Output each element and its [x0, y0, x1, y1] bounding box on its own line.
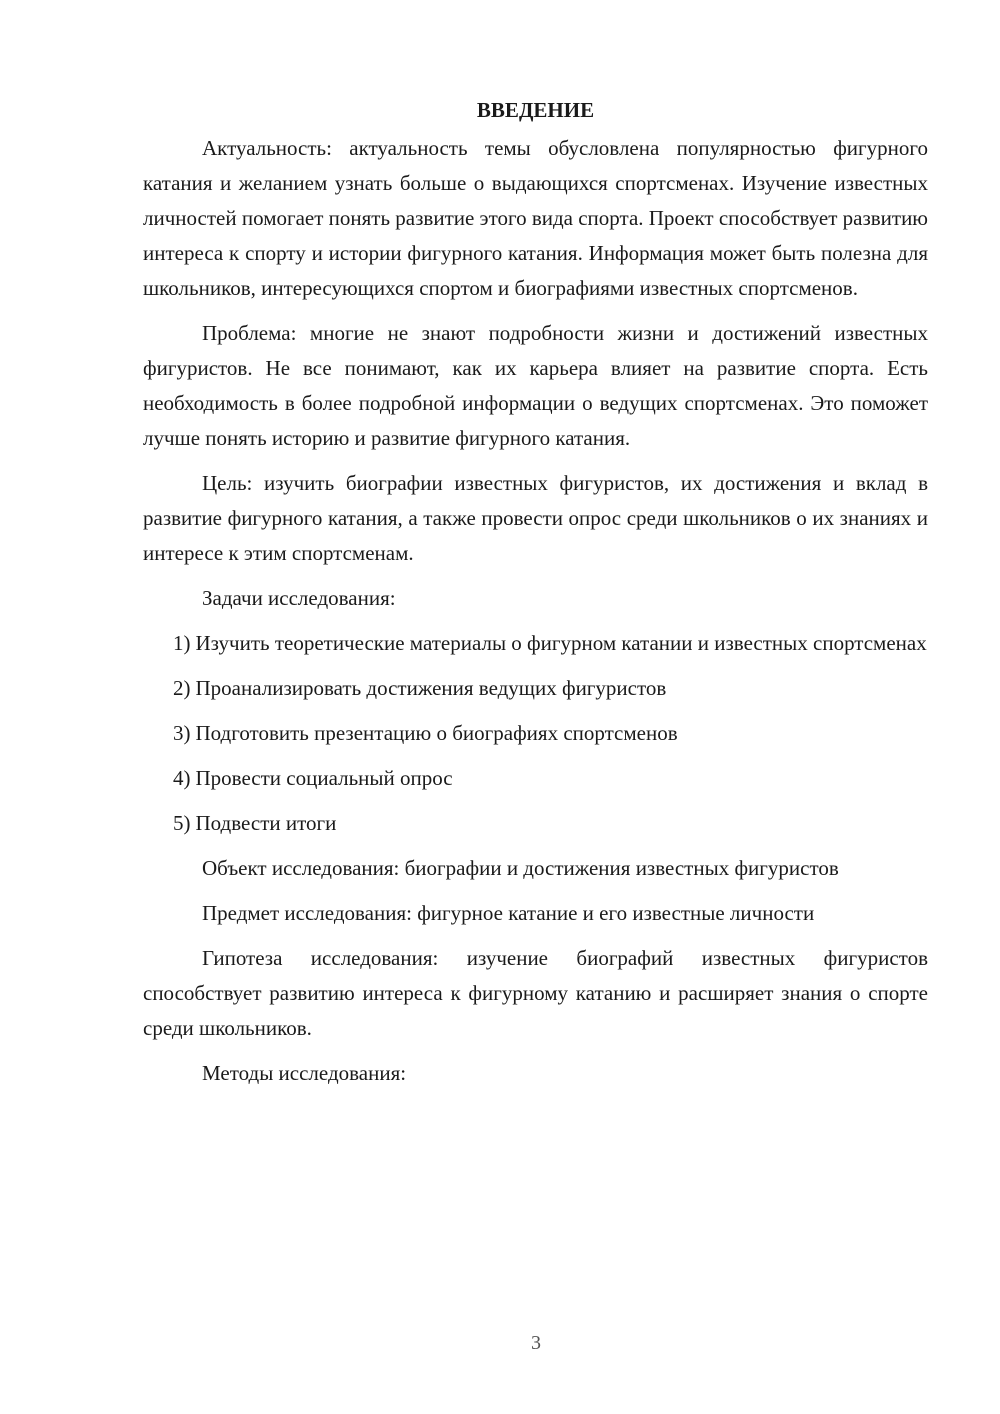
page-title: ВВЕДЕНИЕ: [476, 98, 595, 122]
paragraph-goal: Цель: изучить биографии известных фигуристов, их достижения и вклад в развитие фигурного катания, а также провести опрос среди школьников о их знаниях и интересе к этим спортсменам.: [143, 471, 928, 565]
list-item: [143, 626, 928, 661]
list-item-number: 4): [173, 766, 191, 790]
tasks-list: [143, 626, 928, 841]
list-item-number: 1): [173, 631, 191, 655]
list-item-number: 3): [173, 721, 191, 745]
list-item-text: Подвести итоги: [195, 811, 337, 835]
paragraph-problem: Проблема: многие не знают подробности жизни и достижений известных фигуристов. Не все понимают, как их карьера влияет на развитие спорта. Есть необходимость в более подробной информации о ведущих спортсменах. Это поможет лучше понять историю и развитие фигурного катания.: [143, 321, 928, 450]
document-page: [143, 92, 928, 1101]
paragraph-object: Объект исследования: биографии и достижения известных фигуристов: [202, 856, 839, 880]
list-item-text: Изучить теоретические материалы о фигурном катании и известных спортсменах: [195, 631, 927, 655]
paragraph-methods: Методы исследования:: [202, 1061, 407, 1085]
list-item: [143, 671, 928, 706]
list-item-number: 5): [173, 811, 191, 835]
list-item: [143, 761, 928, 796]
list-item: [143, 806, 928, 841]
list-item-number: 2): [173, 676, 191, 700]
page-number: 3: [531, 1332, 541, 1354]
list-item-text: Провести социальный опрос: [195, 766, 453, 790]
list-item-text: Проанализировать достижения ведущих фигуристов: [195, 676, 667, 700]
list-item: [143, 716, 928, 751]
paragraph-hypothesis: Гипотеза исследования: изучение биографий известных фигуристов способствует развитию интереса к фигурному катанию и расширяет знания о спорте среди школьников.: [143, 946, 928, 1040]
list-item-text: Подготовить презентацию о биографиях спортсменов: [195, 721, 678, 745]
paragraph-subject: Предмет исследования: фигурное катание и его известные личности: [202, 901, 815, 925]
paragraph-tasks-heading: Задачи исследования:: [202, 586, 396, 610]
paragraph-relevance: Актуальность: актуальность темы обусловлена популярностью фигурного катания и желанием узнать больше о выдающихся спортсменах. Изучение известных личностей помогает понять развитие этого вида спорта. Проект способствует развитию интереса к спорту и истории фигурного катания. Информация может быть полезна для школьников, интересующихся спортом и биографиями известных спортсменов.: [143, 136, 928, 300]
